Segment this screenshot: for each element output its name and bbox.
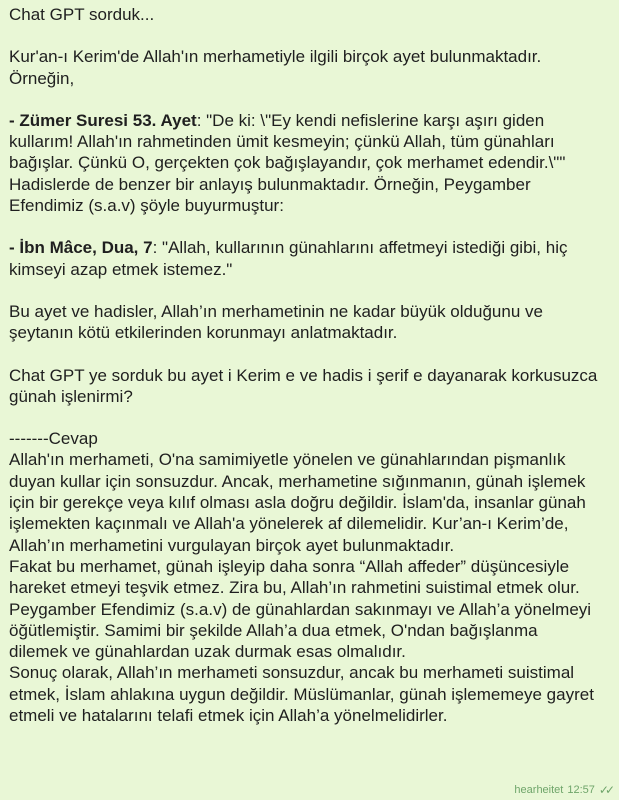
message-time: 12:57 <box>567 783 595 796</box>
hadis-reference: - İbn Mâce, Dua, 7 <box>9 238 153 258</box>
hadis-quote <box>9 237 599 280</box>
message-author: hearheitet <box>514 783 564 796</box>
message-intro: Chat GPT sorduk... <box>9 5 155 24</box>
message-meta <box>510 780 611 800</box>
ayet-reference: - Zümer Suresi 53. Ayet <box>9 110 197 130</box>
hadis-text: : "Allah, kullarının günahlarını affetmeyi istediği gibi, hiç kimseyi azap etmek istemez." <box>9 238 573 279</box>
answer-label: -------Cevap <box>9 429 98 449</box>
message-paragraph: Bu ayet ve hadisler, Allah’ın merhametinin ne kadar büyük olduğunu ve şeytanın kötü etkilerinden korunmayı anlatmaktadır. <box>9 301 548 343</box>
double-check-icon: ✓✓ <box>598 782 611 797</box>
answer-text: Allah'ın merhameti, O'na samimiyetle yönelen ve günahlarından pişmanlık duyan kullar için sonsuzdur. Ancak, merhametine sığınmanın, günah işlemek için bir gerekçe veya kılıf olması asla doğru değildir. İslam'da, insanlar günah işlemekten kaçınmalı ve Allah'a yönelerek af dilemelidir. Kur’an-ı Kerim’de, Allah’ın merhametini vurgulayan birçok ayet bulunmaktadır. Fakat bu merhamet, günah işleyip daha sonra “Allah affeder” düşüncesiyle hareket etmeyi teşvik etmez. Zira bu, Allah’ın rahmetini suistimal etmek olur. Peygamber Efendimiz (s.a.v) de günahlardan sakınmayı ve Allah’a yönelmeyi öğütlemiştir. Samimi bir şekilde Allah’a dua etmek, O'ndan bağışlanma dilemek ve günahlardan uzak durmak esas olmalıdır. Sonuç olarak, Allah’ın merhameti sonsuzdur, ancak bu merhameti suistimal etmek, İslam ahlakına uygun değildir. Müslümanlar, günah işlememeye gayret etmeli ve hatalarını telafi etmek için Allah’a yönelmelidirler. <box>9 450 594 726</box>
ayet-text: : "De ki: \"Ey kendi nefislerine karşı aşırı giden kullarım! Allah'ın rahmetinden ümit kesmeyin; çünkü Allah, tüm günahları bağışlar. Çünkü O, gerçekten çok bağışlayandır, çok merhamet edendir.\"" Hadislerde de benzer bir anlayış bulunmaktadır. Örneğin, Peygamber Efendimiz (s.a.v) şöyle buyurmuştur: <box>9 110 571 216</box>
message-paragraph: Kur'an-ı Kerim'de Allah'ın merhametiyle ilgili birçok ayet bulunmaktadır. Örneğin, <box>9 47 546 88</box>
ayet-quote <box>9 110 599 216</box>
message-question: Chat GPT ye sorduk bu ayet i Kerim e ve hadis i şerif e dayanarak korkusuzca günah işlenirmi? <box>9 365 603 406</box>
